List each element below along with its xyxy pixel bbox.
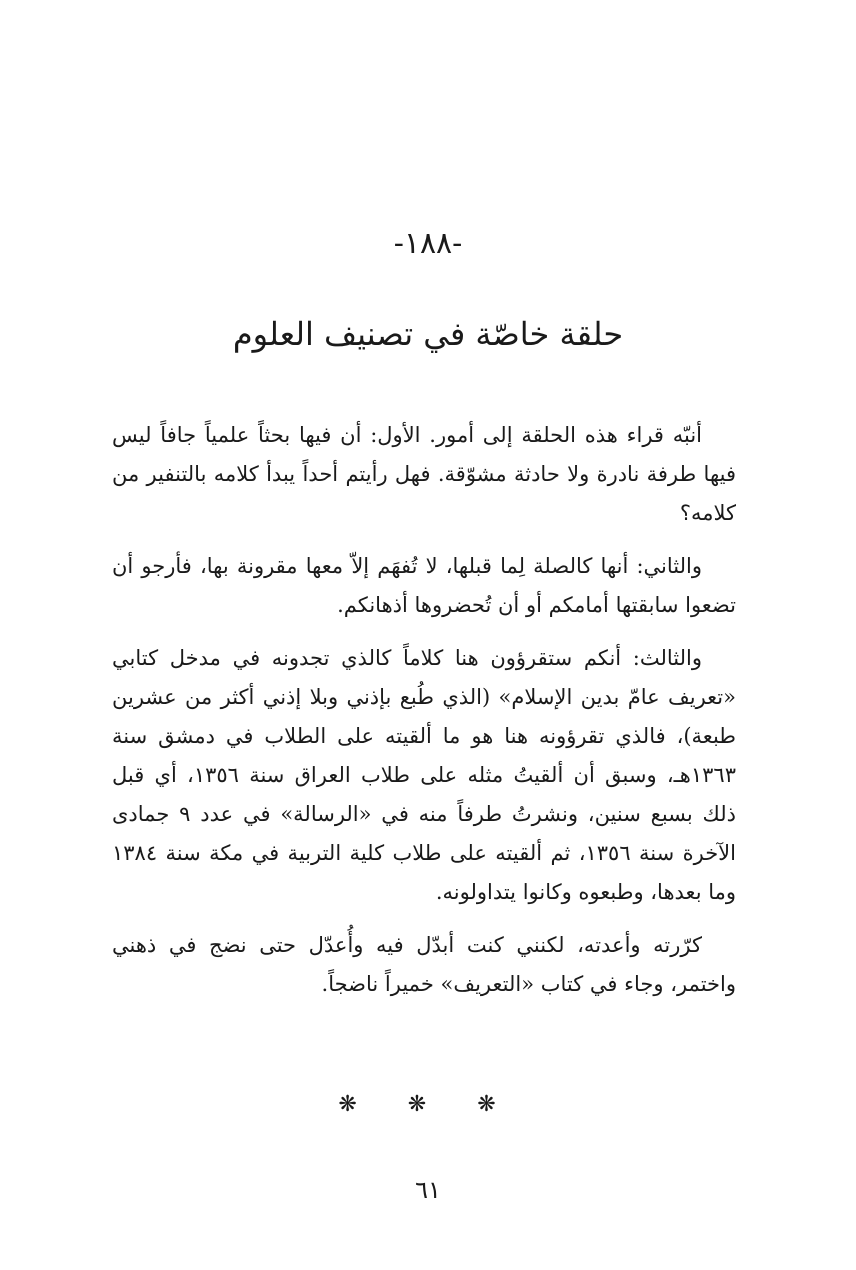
section-number: -١٨٨- xyxy=(393,226,463,261)
paragraph-3: والثالث: أنكم ستقرؤون هنا كلاماً كالذي تجدونه في مدخل كتابي «تعريف عامّ بدين الإسلام» (الذي طُبع بإذني وبلا إذني أكثر من عشرين طبعة)، فالذي تقرؤونه هنا هو ما ألقيته على الطلاب في دمشق سنة ١٣٦٣هـ، وسبق أن ألقيتُ مثله على طلاب العراق سنة ١٣٥٦، أي قبل ذلك بسبع سنين، ونشرتُ طرفاً منه في «الرسالة» في عدد ٩ جمادى الآخرة سنة ١٣٥٦، ثم ألقيته على طلاب كلية التربية في مكة سنة ١٣٨٤ وما بعدها، وطبعوه وكانوا يتداولونه. xyxy=(112,646,736,904)
page-number: ٦١ xyxy=(415,1176,441,1204)
chapter-title: حلقة خاصّة في تصنيف العلوم xyxy=(232,315,624,353)
paragraph-2: والثاني: أنها كالصلة لِما قبلها، لا تُفهَم إلاّ معها مقرونة بها، فأرجو أن تضعوا سابقتها أمامكم أو أن تُحضروها أذهانكم. xyxy=(112,554,736,617)
section-separator: ❋ ❋ ❋ xyxy=(338,1092,518,1117)
body-text xyxy=(112,416,736,1018)
paragraph-1: أنبّه قراء هذه الحلقة إلى أمور. الأول: أن فيها بحثاً علمياً جافاً ليس فيها طرفة نادرة ولا حادثة مشوّقة. فهل رأيتم أحداً يبدأ كلامه بالتنفير من كلامه؟ xyxy=(112,423,736,525)
paragraph-4: كرّرته وأعدته، لكنني كنت أبدّل فيه وأُعدّل حتى نضج في ذهني واختمر، وجاء في كتاب «التعريف» خميراً ناضجاً. xyxy=(112,933,736,996)
